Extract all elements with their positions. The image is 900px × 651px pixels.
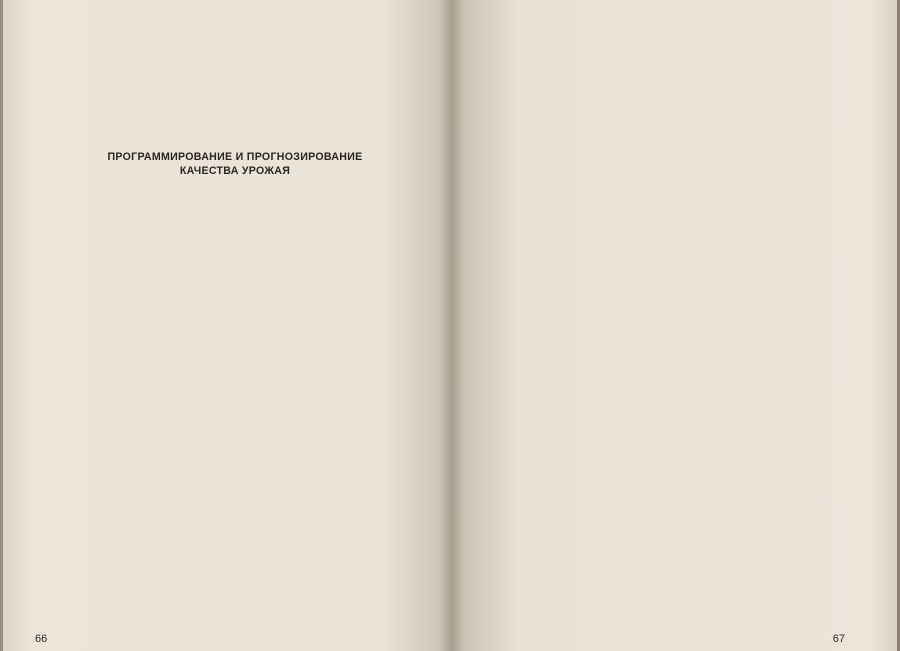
paragraph — [59, 63, 411, 76]
section-heading — [59, 150, 411, 178]
page-number: 66 — [35, 633, 48, 645]
left-page-text — [59, 34, 411, 235]
paragraph — [509, 86, 861, 99]
paragraph — [59, 78, 411, 91]
section-heading-line: ПРОГРАММИРОВАНИЕ И ПРОГНОЗИРОВАНИЕ — [107, 150, 363, 163]
paragraph — [509, 57, 861, 70]
paragraph — [59, 107, 411, 120]
section-heading-line: КАЧЕСТВА УРОЖАЯ — [179, 164, 291, 177]
paragraph — [59, 192, 411, 205]
quality-formula — [531, 132, 861, 158]
right-page — [452, 0, 900, 651]
paragraph — [59, 92, 411, 105]
paragraph — [59, 206, 411, 219]
paragraph — [59, 221, 411, 234]
paragraph — [509, 71, 861, 84]
paragraph — [509, 42, 861, 55]
quality-formula — [531, 102, 861, 128]
paragraph — [59, 34, 411, 47]
right-page-text — [509, 42, 861, 192]
paragraph — [509, 177, 861, 190]
paragraph — [59, 49, 411, 62]
paragraph — [509, 162, 861, 175]
page-number: 67 — [832, 633, 845, 645]
